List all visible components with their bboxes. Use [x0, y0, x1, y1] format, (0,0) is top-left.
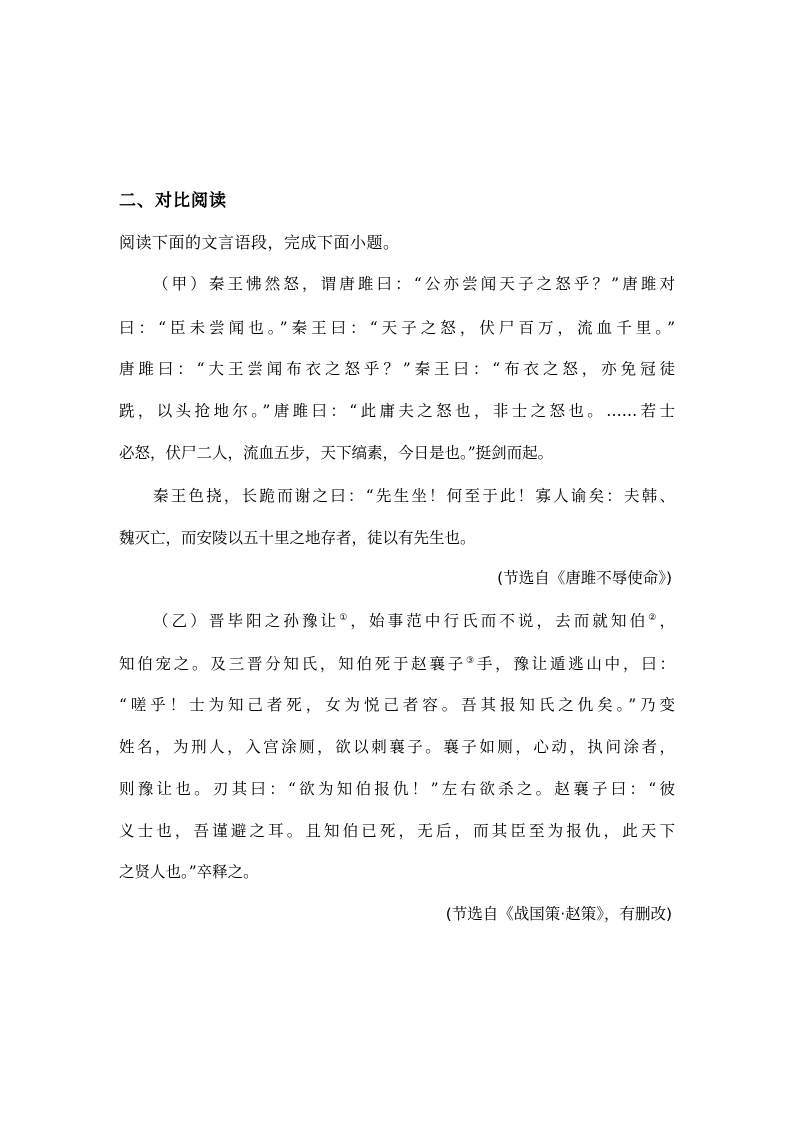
- text-span: ，始事范中行氏而不说，去而就知伯: [350, 612, 649, 630]
- text-span: （乙）晋毕阳之孙豫让: [153, 612, 340, 630]
- instruction-text: 阅读下面的文言语段，完成下面小题。: [119, 233, 400, 252]
- passage-b-line: 姓名，为刑人，入宫涂厕，欲以刺襄子。襄子如厕，心动，执问涂者，: [119, 738, 675, 756]
- passage-a-line: 曰：“臣未尝闻也。”秦王曰：“天子之怒，伏尸百万，流血千里。”: [119, 319, 675, 337]
- passage-b-line: [119, 652, 675, 674]
- footnote-marker: ②: [648, 613, 660, 623]
- footnote-marker: ③: [466, 656, 477, 666]
- passage-b-line: [153, 609, 675, 631]
- passage-a-line: （甲）秦王怫然怒，谓唐雎曰：“公亦尝闻天子之怒乎？”唐雎对: [153, 275, 675, 293]
- passage-b-line: 则豫让也。刃其曰：“欲为知伯报仇！”左右欲杀之。赵襄子曰：“彼: [119, 780, 675, 798]
- passage-a-line: 跣，以头抢地尔。”唐雎曰：“此庸夫之怒也，非士之怒也。……若士: [119, 402, 675, 420]
- passage-b-source: (节选自《战国策·赵策》，有删改): [445, 905, 672, 923]
- passage-b-line: 之贤人也。”卒释之。: [119, 863, 259, 881]
- passage-a-line: 魏灭亡，而安陵以五十里之地存者，徒以有先生也。: [119, 529, 476, 547]
- passage-b-line: “嗟乎！士为知己者死，女为悦己者容。吾其报知氏之仇矣。”乃变: [119, 696, 675, 714]
- text-span: 手，豫让遁逃山中，曰：: [476, 655, 675, 673]
- passage-b-line: 义士也，吾谨避之耳。且知伯已死，无后，而其臣至为报仇，此天下: [119, 822, 675, 840]
- passage-a-line: 必怒，伏尸二人，流血五步，天下缟素，今日是也。”挺剑而起。: [119, 444, 554, 462]
- text-span: ，: [659, 612, 675, 630]
- section-heading: 二、对比阅读: [119, 191, 227, 211]
- passage-a-line: 秦王色挠，长跪而谢之曰：“先生坐！何至于此！寡人谕矣：夫韩、: [153, 487, 675, 505]
- footnote-marker: ①: [339, 613, 351, 623]
- passage-a-source: (节选自《唐雎不辱使命》): [497, 569, 672, 587]
- passage-a-line: 唐雎曰：“大王尝闻布衣之怒乎？”秦王曰：“布衣之怒，亦免冠徒: [119, 360, 675, 378]
- text-span: 知伯宠之。及三晋分知氏，知伯死于赵襄子: [119, 655, 466, 673]
